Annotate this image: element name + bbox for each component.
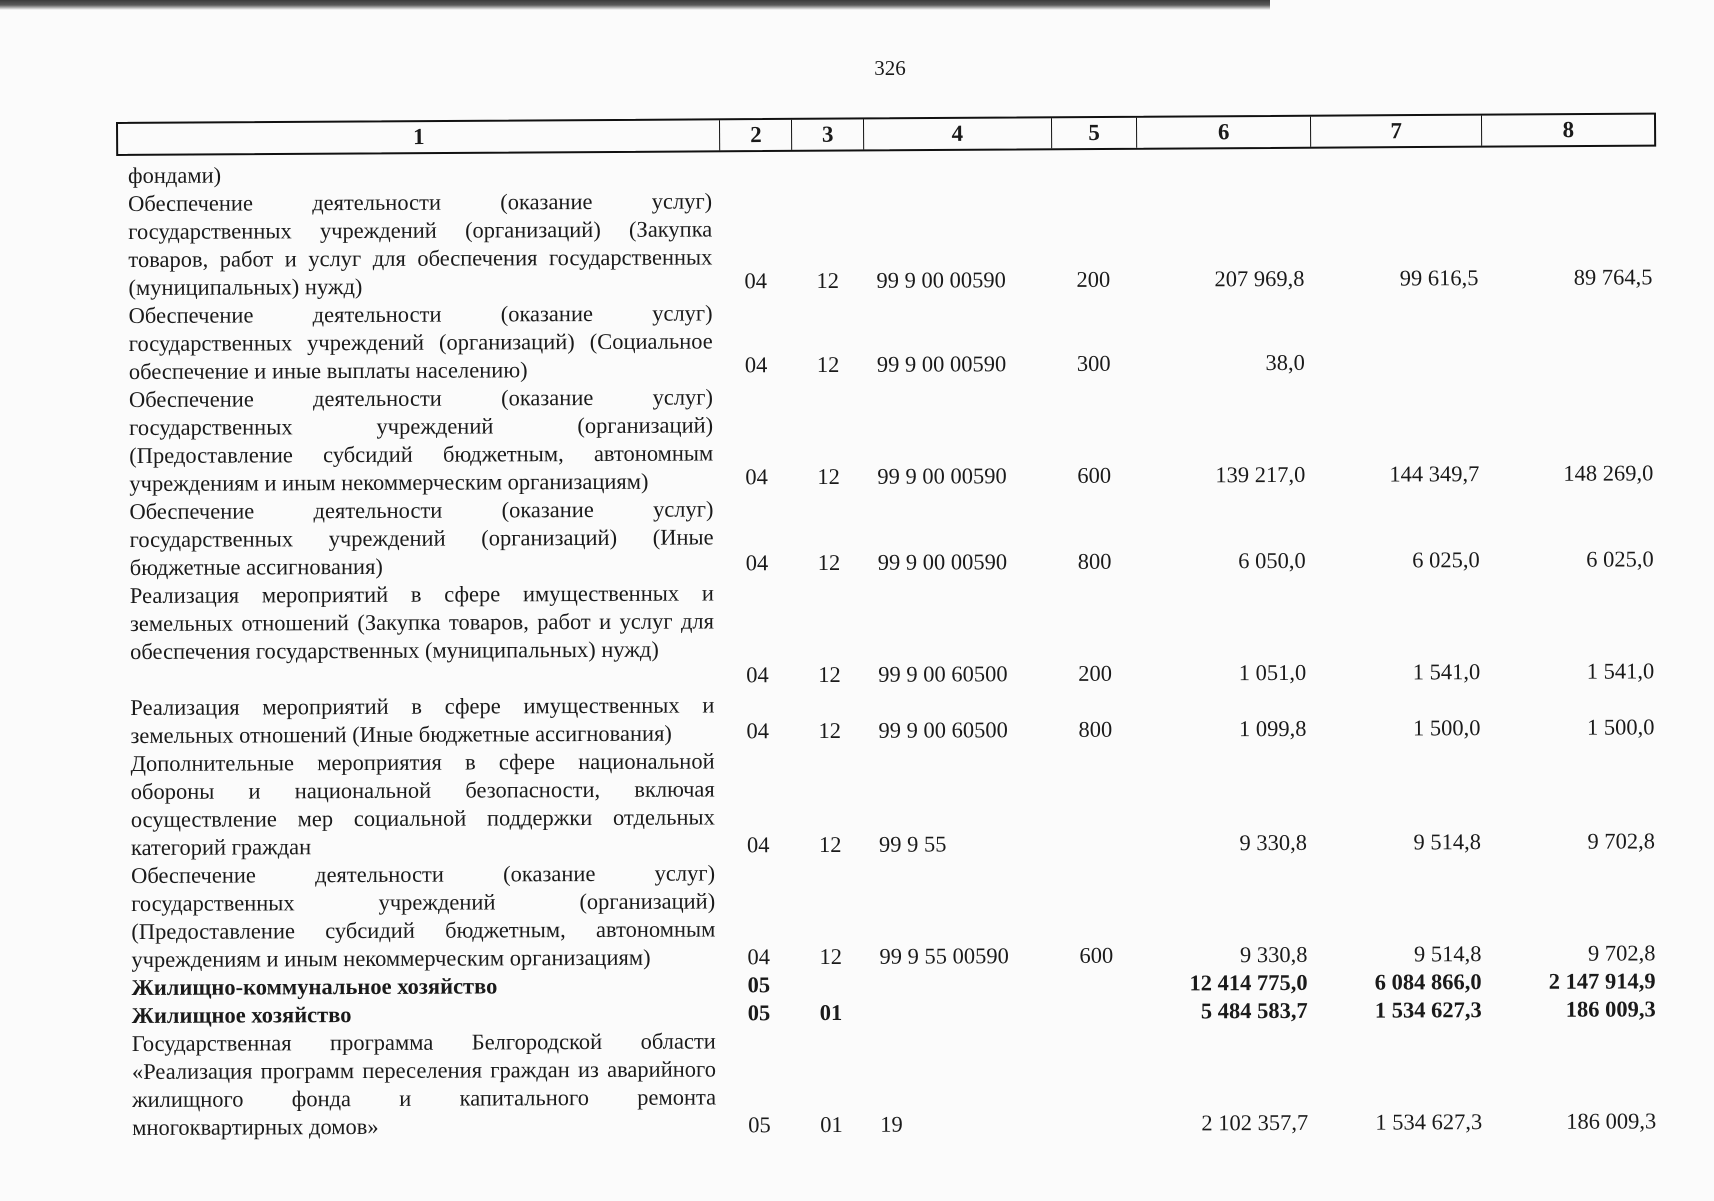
cell-subsection: 12 (818, 661, 841, 687)
row-description: Дополнительные мероприятия в сфере национальной обороны и национальной безопасности, включая осуществление мер социальной поддержки отдельных категорий граждан (130, 748, 715, 860)
cell-amount-8: 1 541,0 (1586, 658, 1655, 684)
cell-amount-7: 1 534 627,3 (1375, 1109, 1483, 1135)
cell-section: 04 (745, 464, 768, 490)
cell-section: 04 (744, 352, 768, 378)
cell-subsection: 12 (817, 549, 841, 575)
cell-section: 04 (744, 268, 768, 294)
cell-expense-type: 800 (1077, 548, 1112, 574)
cell-subsection: 12 (816, 351, 840, 377)
cell-amount-6: 38,0 (1265, 349, 1305, 376)
col-header-3: 3 (792, 119, 864, 149)
cell-expense-type: 300 (1076, 350, 1111, 376)
cell-section: 05 (747, 972, 771, 998)
row-description: Государственная программа Белгородской области «Реализация программ переселения граждан из аварийного жилищного фонда и капитального ремонта многоквартирных домов» (131, 1028, 717, 1140)
cell-amount-6: 9 330,8 (1239, 941, 1308, 968)
cell-amount-7: 9 514,8 (1413, 829, 1481, 855)
cell-target-article: 99 9 00 00590 (876, 351, 1007, 377)
cell-expense-type: 200 (1076, 266, 1111, 292)
cell-expense-type: 200 (1078, 660, 1113, 686)
cell-target-article: 99 9 00 60500 (878, 717, 1008, 743)
row-description: Жилищно-коммунальное хозяйство (131, 973, 498, 1000)
col-header-8: 8 (1562, 117, 1575, 143)
col-header-6: 6 (1137, 117, 1311, 148)
cell-amount-8: 9 702,8 (1587, 828, 1655, 854)
cell-amount-6: 1 051,0 (1238, 659, 1307, 686)
cell-target-article: 19 (880, 1111, 903, 1137)
cell-expense-type: 800 (1078, 716, 1113, 742)
cell-amount-8: 186 009,3 (1565, 996, 1656, 1022)
table-row (0, 155, 1714, 188)
cell-amount-8: 6 025,0 (1586, 546, 1654, 572)
cell-amount-7: 6 084 866,0 (1374, 969, 1482, 995)
cell-subsection: 01 (820, 1111, 843, 1137)
row-description: Жилищное хозяйство (131, 1002, 352, 1028)
cell-amount-7: 9 514,8 (1413, 941, 1482, 967)
row-description: фондами) (127, 162, 222, 188)
cell-amount-8: 2 147 914,9 (1548, 968, 1656, 994)
cell-amount-6: 2 102 357,7 (1201, 1109, 1309, 1136)
cell-section: 05 (747, 1000, 771, 1026)
row-description: Реализация мероприятий в сфере имущественных и земельных отношений (Закупка товаров, работ и услуг для обеспечения государственных (муниципальных) нужд) (129, 580, 715, 664)
cell-section: 04 (745, 550, 769, 576)
cell-amount-6: 5 484 583,7 (1200, 997, 1308, 1024)
cell-amount-7: 99 616,5 (1399, 265, 1479, 291)
cell-section: 04 (746, 718, 770, 744)
cell-amount-7: 6 025,0 (1412, 547, 1480, 573)
row-description: Обеспечение деятельности (оказание услуг) государственных учреждений (организаций) (Иные бюджетные ассигнования) (129, 496, 714, 580)
cell-subsection: 12 (816, 267, 840, 293)
cell-section: 05 (748, 1112, 771, 1138)
row-description: Обеспечение деятельности (оказание услуг) государственных учреждений (организаций) (Предоставление субсидий бюджетным, автономным учреждениям и иным некоммерческим организациям) (131, 860, 716, 972)
cell-amount-7: 1 534 627,3 (1374, 997, 1482, 1023)
cell-target-article: 99 9 00 00590 (876, 267, 1006, 293)
col-header-7: 7 (1311, 116, 1483, 147)
cell-amount-6: 12 414 775,0 (1189, 969, 1308, 996)
cell-subsection: 12 (817, 463, 840, 489)
row-description: Обеспечение деятельности (оказание услуг) государственных учреждений (организаций) (Предоставление субсидий бюджетным, автономным учреждениям и иным некоммерческим организациям) (128, 384, 714, 496)
col-header-5: 5 (1052, 118, 1138, 149)
row-description: Обеспечение деятельности (оказание услуг) государственных учреждений (организаций) (Закупка товаров, работ и услуг для обеспечения государственных (муниципальных) нужд) (128, 188, 713, 300)
cell-subsection: 12 (818, 831, 842, 857)
cell-subsection: 01 (819, 999, 843, 1025)
cell-amount-6: 1 099,8 (1238, 715, 1307, 742)
cell-amount-8: 89 764,5 (1573, 264, 1653, 290)
cell-section: 04 (747, 944, 770, 970)
cell-amount-6: 9 330,8 (1239, 829, 1307, 856)
cell-subsection: 12 (819, 943, 842, 969)
cell-amount-6: 6 050,0 (1238, 547, 1306, 574)
cell-section: 04 (746, 662, 769, 688)
cell-subsection: 12 (818, 717, 842, 743)
col-header-4: 4 (864, 118, 1052, 149)
cell-amount-6: 207 969,8 (1214, 265, 1305, 292)
col-header-1: 1 (118, 120, 721, 154)
table-row (2, 687, 1714, 748)
cell-target-article: 99 9 00 00590 (877, 463, 1007, 489)
cell-amount-7: 144 349,7 (1389, 461, 1480, 487)
col-header-2: 2 (720, 120, 792, 150)
row-description: Реализация мероприятий в сфере имущественных и земельных отношений (Иные бюджетные ассигнования) (130, 692, 715, 748)
cell-amount-6: 139 217,0 (1215, 461, 1306, 488)
cell-expense-type: 600 (1077, 462, 1112, 488)
cell-amount-7: 1 541,0 (1412, 659, 1481, 685)
cell-target-article: 99 9 55 00590 (879, 943, 1009, 969)
cell-amount-8: 1 500,0 (1586, 714, 1655, 740)
cell-amount-8: 9 702,8 (1587, 940, 1656, 966)
cell-expense-type: 600 (1079, 942, 1114, 968)
cell-amount-8: 186 009,3 (1566, 1108, 1657, 1134)
cell-amount-8: 148 269,0 (1563, 460, 1654, 486)
cell-target-article: 99 9 55 (878, 831, 947, 857)
cell-section: 04 (746, 832, 770, 858)
row-description: Обеспечение деятельности (оказание услуг) государственных учреждений (организаций) (Социальное обеспечение и иные выплаты населению) (128, 300, 713, 384)
cell-target-article: 99 9 00 60500 (878, 661, 1008, 687)
page-number: 326 (874, 56, 906, 80)
cell-target-article: 99 9 00 00590 (877, 549, 1008, 575)
cell-amount-7: 1 500,0 (1412, 715, 1481, 741)
